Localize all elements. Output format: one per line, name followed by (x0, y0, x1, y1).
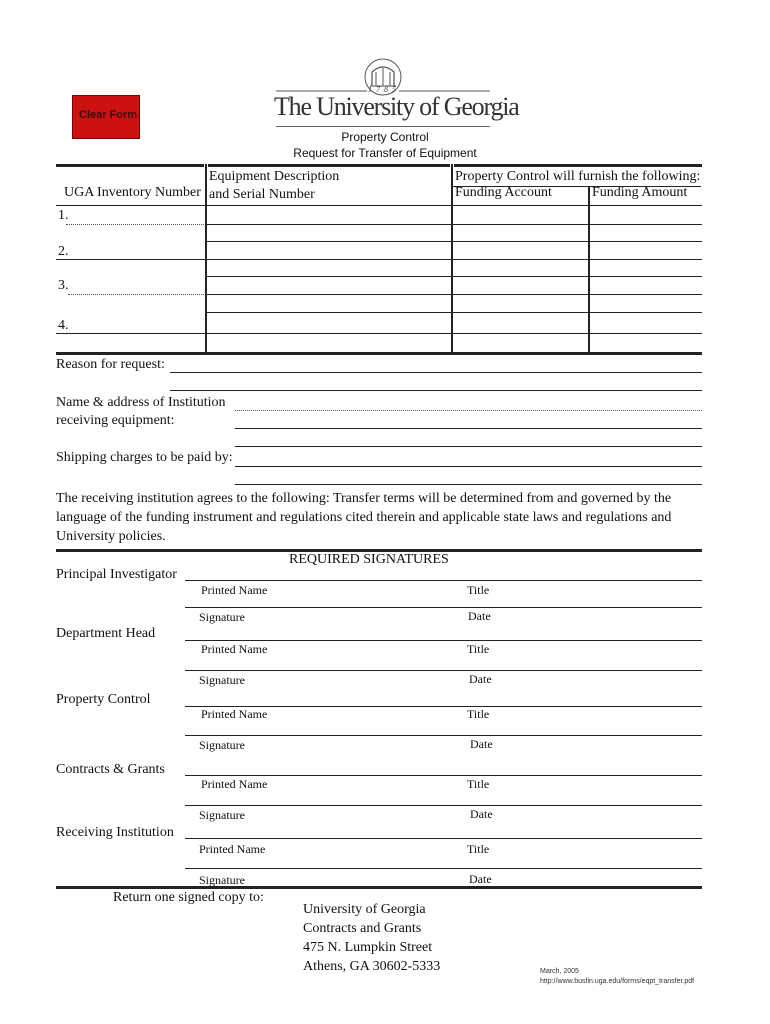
form-footer (540, 967, 694, 987)
printed-name-input[interactable] (185, 805, 702, 806)
role-department-head: Department Head (56, 626, 156, 641)
sig-block-rule (185, 580, 702, 581)
institution-label-2: receiving equipment: (56, 413, 175, 428)
role-receiving-institution: Receiving Institution (56, 825, 174, 840)
col-funding-amount-header: Funding Amount (592, 185, 688, 200)
signature-label: Signature (199, 610, 245, 624)
date-label: Date (470, 807, 493, 821)
signature-label: Signature (199, 738, 245, 752)
printed-name-input[interactable] (185, 607, 702, 608)
signature-label: Signature (199, 873, 245, 887)
row-rule (56, 205, 702, 206)
printed-name-input[interactable] (185, 868, 702, 869)
row-rule (207, 294, 702, 295)
printed-name-input[interactable] (185, 670, 702, 671)
logo-year: 1 7 8 5 (368, 85, 397, 94)
col-equipment-header-2: and Serial Number (209, 187, 315, 202)
date-label: Date (469, 672, 492, 686)
signature-label: Signature (199, 673, 245, 687)
agreement-text: The receiving institution agrees to the following: Transfer terms will be determined from and governed by the language of the funding instrument and regulations cited therein and applicable state laws and regulations and University policies. (56, 491, 672, 544)
table-top-rule (56, 164, 204, 167)
printed-name-label: Printed Name (199, 842, 266, 856)
return-address (303, 900, 440, 976)
logo-rule (276, 126, 490, 127)
row-label-4: 4. (58, 318, 69, 333)
institution-label-1: Name & address of Institution (56, 395, 226, 410)
signature-input[interactable] (185, 775, 702, 776)
shipping-input-line2[interactable] (235, 484, 702, 485)
col-property-control-header: Property Control will furnish the following: (455, 169, 701, 184)
signature-input[interactable] (185, 640, 702, 641)
footer-date: March, 2005 (540, 968, 579, 975)
row-rule (207, 276, 702, 277)
role-principal-investigator: Principal Investigator (56, 567, 177, 582)
row-input-1[interactable] (66, 224, 204, 225)
title-label: Title (467, 642, 490, 656)
printed-name-label: Printed Name (201, 642, 268, 656)
institution-input-2[interactable] (235, 428, 702, 429)
title-label: Title (467, 842, 490, 856)
col-funding-account-header: Funding Account (455, 185, 552, 200)
row-rule (207, 224, 702, 225)
footer-url: http://www.busfin.uga.edu/forms/eqpt_transfer.pdf (540, 978, 695, 985)
institution-input-3[interactable] (235, 446, 702, 447)
row-label-1: 1. (58, 208, 69, 223)
shipping-input[interactable] (235, 466, 702, 467)
printed-name-label: Printed Name (201, 583, 268, 597)
title-label: Title (467, 777, 490, 791)
reason-input-line2[interactable] (170, 390, 702, 391)
col-inventory-header: UGA Inventory Number (64, 185, 201, 200)
clear-form-button[interactable] (72, 95, 140, 139)
signature-input[interactable] (185, 838, 702, 839)
date-label: Date (470, 737, 493, 751)
table-top-rule-3 (454, 164, 702, 167)
signatures-heading: REQUIRED SIGNATURES (289, 552, 449, 567)
date-label: Date (468, 609, 491, 623)
address-line: 475 N. Lumpkin Street (303, 940, 433, 955)
date-label: Date (469, 872, 492, 886)
row-rule (207, 241, 702, 242)
title-label: Title (467, 707, 490, 721)
address-line: University of Georgia (303, 902, 426, 917)
row-label-3: 3. (58, 278, 69, 293)
title-label: Title (467, 583, 490, 597)
printed-name-input[interactable] (185, 735, 702, 736)
shipping-label: Shipping charges to be paid by: (56, 450, 233, 465)
clear-form-label: Clear Form (79, 109, 138, 121)
signature-label: Signature (199, 808, 245, 822)
col-equipment-header-1: Equipment Description (209, 169, 340, 184)
institution-input-1[interactable] (235, 410, 702, 411)
return-label: Return one signed copy to: (113, 890, 264, 905)
row-rule (56, 259, 702, 260)
address-line: Athens, GA 30602-5333 (303, 959, 441, 974)
printed-name-label: Printed Name (201, 777, 268, 791)
col-divider-3 (588, 187, 590, 354)
header-line2: Request for Transfer of Equipment (293, 146, 477, 160)
logo-wordmark: The University of Georgia (274, 92, 519, 121)
row-label-2: 2. (58, 244, 69, 259)
row-rule (207, 312, 702, 313)
header-line1: Property Control (341, 130, 429, 144)
uga-logo (272, 56, 519, 128)
form-header (200, 129, 570, 161)
table-top-rule-2 (208, 164, 450, 167)
signatures-bottom-rule (56, 886, 702, 889)
row-rule (56, 333, 702, 334)
row-input-3[interactable] (68, 294, 204, 295)
reason-label: Reason for request: (56, 357, 165, 372)
table-bottom-rule (56, 352, 702, 355)
role-contracts-grants: Contracts & Grants (56, 762, 165, 777)
reason-input[interactable] (170, 372, 702, 373)
address-line: Contracts and Grants (303, 921, 422, 936)
role-property-control: Property Control (56, 692, 151, 707)
printed-name-label: Printed Name (201, 707, 268, 721)
